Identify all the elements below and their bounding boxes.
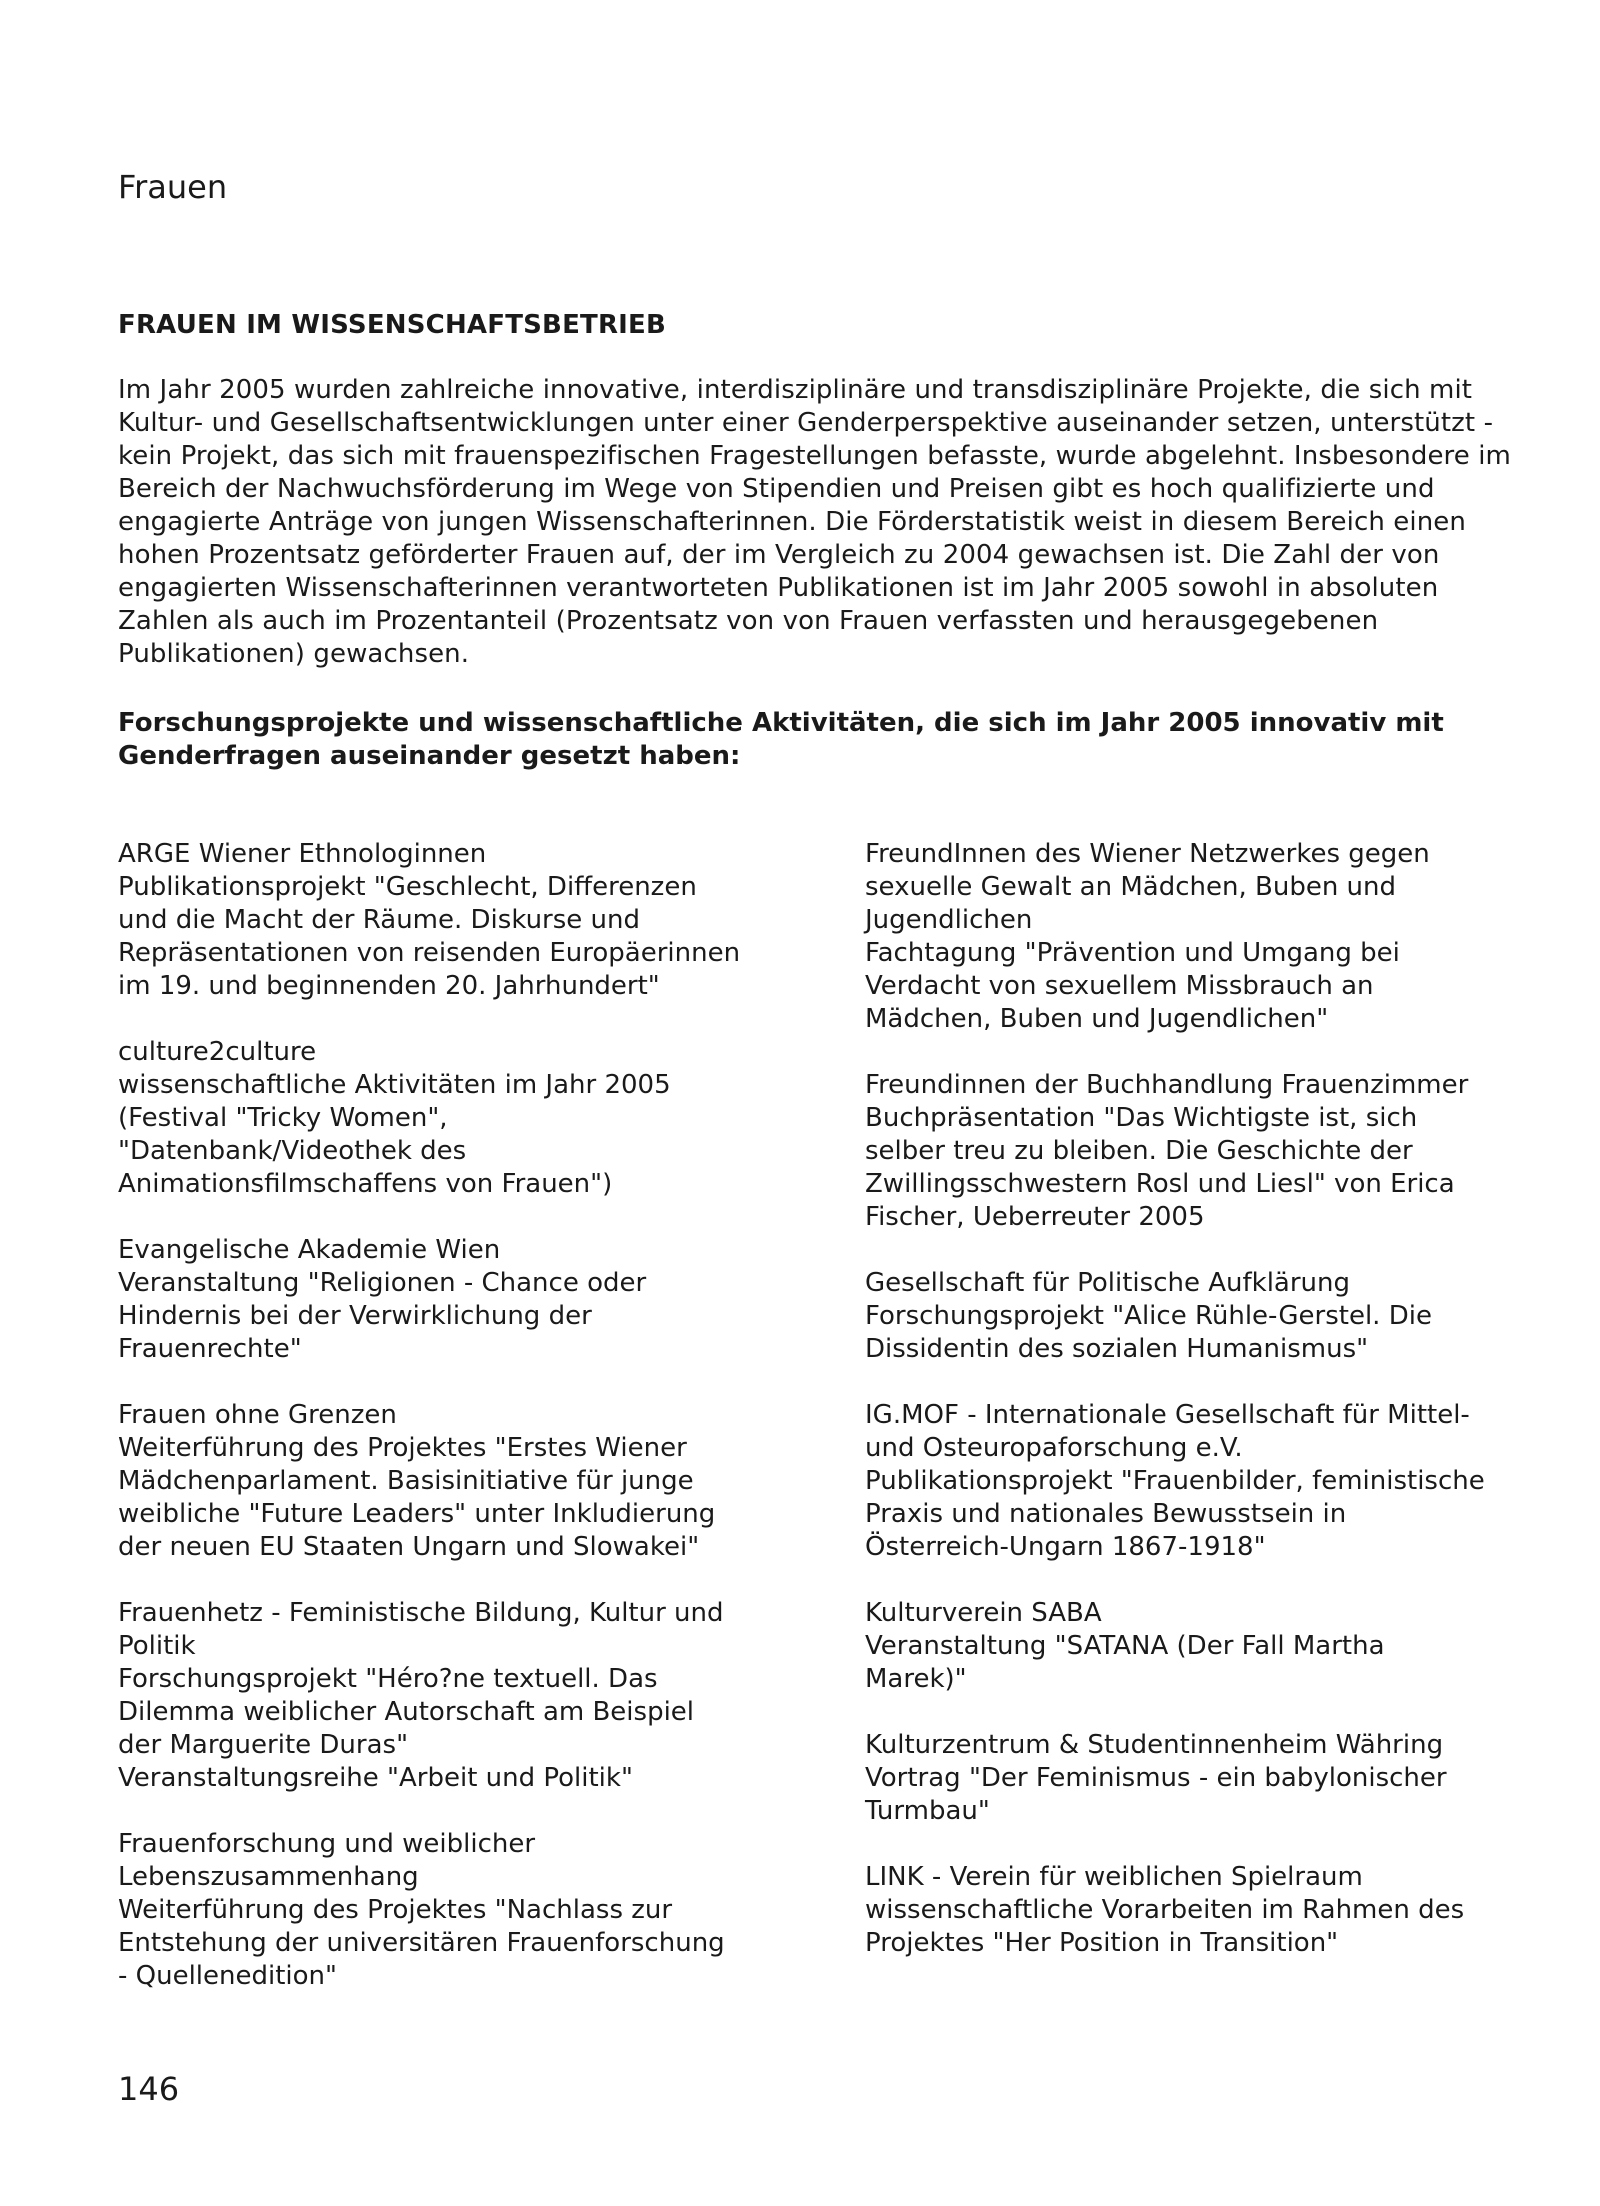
left-column	[118, 838, 818, 2026]
entry-text-line: - Quellenedition"	[118, 1961, 337, 1991]
organization-name: Freundinnen der Buchhandlung Frauenzimmer	[865, 1070, 1469, 1100]
list-item	[865, 1069, 1545, 1234]
entry-text-line: und die Macht der Räume. Diskurse und	[118, 905, 641, 935]
entry-text-line: Veranstaltung "SATANA (Der Fall Martha	[865, 1631, 1385, 1661]
entry-text-line: im 19. und beginnenden 20. Jahrhundert"	[118, 971, 660, 1001]
entry-text-line: Weiterführung des Projektes "Nachlass zur	[118, 1895, 673, 1925]
entry-text-line: (Festival "Tricky Women",	[118, 1103, 448, 1133]
list-item	[118, 1399, 818, 1564]
entry-text-line: wissenschaftliche Vorarbeiten im Rahmen des	[865, 1895, 1465, 1925]
organization-name: LINK - Verein für weiblichen Spielraum	[865, 1862, 1363, 1892]
entry-text-line: Buchpräsentation "Das Wichtigste ist, sich	[865, 1103, 1418, 1133]
entry-text-line: weibliche "Future Leaders" unter Inkludierung	[118, 1499, 716, 1529]
entry-text-line: Praxis und nationales Bewusstsein in	[865, 1499, 1347, 1529]
entry-text-line: der Marguerite Duras"	[118, 1730, 409, 1760]
list-item	[865, 1267, 1545, 1366]
list-item	[865, 1861, 1545, 1960]
organization-name: Gesellschaft für Politische Aufklärung	[865, 1268, 1351, 1298]
intro-paragraph: Im Jahr 2005 wurden zahlreiche innovative, interdisziplinäre und transdisziplinäre Projekte, die sich mit Kultur- und Gesellschaftsentwicklungen unter einer Genderperspektive auseinander setzen, unterstützt - kein Projekt, das sich mit frauenspezifischen Fragestellungen befasste, wurde abgelehnt. Insbesondere im Bereich der Nachwuchsförderung im Wege von Stipendien und Preisen gibt es hoch qualifizierte und engagierte Anträge von jungen Wissenschafterinnen. Die Förderstatistik weist in diesem Bereich einen hohen Prozentsatz geförderter Frauen auf, der im Vergleich zu 2004 gewachsen ist. Die Zahl der von engagierten Wissenschafterinnen verantworteten Publikationen ist im Jahr 2005 sowohl in absoluten Zahlen als auch im Prozentanteil (Prozentsatz von von Frauen verfassten und herausgegebenen Publikationen) gewachsen.	[118, 375, 1511, 669]
entry-text-line: Forschungsprojekt "Héro?ne textuell. Das	[118, 1664, 658, 1694]
entry-text-line: selber treu zu bleiben. Die Geschichte der	[865, 1136, 1413, 1166]
list-item	[865, 1399, 1545, 1564]
entry-text-line: Dilemma weiblicher Autorschaft am Beispiel	[118, 1697, 695, 1727]
organization-name: Frauenforschung und weiblicher	[118, 1829, 536, 1859]
entry-text-line: Repräsentationen von reisenden Europäerinnen	[118, 938, 741, 968]
entry-text-line: "Datenbank/Videothek des	[118, 1136, 467, 1166]
organization-name: Frauen ohne Grenzen	[118, 1400, 397, 1430]
organization-name: Kulturverein SABA	[865, 1598, 1102, 1628]
entry-text-line: wissenschaftliche Aktivitäten im Jahr 2005	[118, 1070, 671, 1100]
section-title: FRAUEN IM WISSENSCHAFTSBETRIEB	[118, 310, 667, 340]
entry-text-line: und Osteuropaforschung e.V.	[865, 1433, 1243, 1463]
entry-text-line: Mädchen, Buben und Jugendlichen"	[865, 1004, 1329, 1034]
page-number: 146	[118, 2070, 180, 2108]
list-heading: Forschungsprojekte und wissenschaftliche Aktivitäten, die sich im Jahr 2005 innovativ mit Genderfragen auseinander gesetzt haben:	[118, 708, 1444, 771]
entry-text-line: Fischer, Ueberreuter 2005	[865, 1202, 1205, 1232]
list-item	[865, 1597, 1545, 1696]
organization-name: IG.MOF - Internationale Gesellschaft für Mittel-	[865, 1400, 1470, 1430]
list-item	[118, 1597, 818, 1795]
entry-text-line: Entstehung der universitären Frauenforschung	[118, 1928, 725, 1958]
entry-text-line: Fachtagung "Prävention und Umgang bei	[865, 938, 1400, 968]
entry-text-line: Politik	[118, 1631, 196, 1661]
list-item	[865, 1729, 1545, 1828]
list-item	[118, 1036, 818, 1201]
entry-text-line: der neuen EU Staaten Ungarn und Slowakei"	[118, 1532, 700, 1562]
list-item	[865, 838, 1545, 1036]
entry-text-line: Forschungsprojekt "Alice Rühle-Gerstel. Die	[865, 1301, 1432, 1331]
organization-name: culture2culture	[118, 1037, 317, 1067]
right-column	[865, 838, 1545, 1993]
entry-text-line: Zwillingsschwestern Rosl und Liesl" von Erica	[865, 1169, 1455, 1199]
entry-text-line: sexuelle Gewalt an Mädchen, Buben und	[865, 872, 1397, 902]
entry-text-line: Frauenrechte"	[118, 1334, 302, 1364]
entry-text-line: Vortrag "Der Feminismus - ein babylonischer	[865, 1763, 1447, 1793]
organization-name: Evangelische Akademie Wien	[118, 1235, 501, 1265]
running-head: Frauen	[118, 168, 228, 206]
organization-name: ARGE Wiener Ethnologinnen	[118, 839, 487, 869]
entry-text-line: Verdacht von sexuellem Missbrauch an	[865, 971, 1374, 1001]
list-item	[118, 838, 818, 1003]
entry-text-line: Österreich-Ungarn 1867-1918"	[865, 1532, 1266, 1562]
entry-text-line: Lebenszusammenhang	[118, 1862, 419, 1892]
entry-text-line: Weiterführung des Projektes "Erstes Wiener	[118, 1433, 687, 1463]
organization-name: Kulturzentrum & Studentinnenheim Währing	[865, 1730, 1444, 1760]
entry-text-line: Veranstaltungsreihe "Arbeit und Politik"	[118, 1763, 633, 1793]
entry-text-line: Marek)"	[865, 1664, 967, 1694]
entry-text-line: Projektes "Her Position in Transition"	[865, 1928, 1339, 1958]
organization-name: FreundInnen des Wiener Netzwerkes gegen	[865, 839, 1430, 869]
entry-text-line: Dissidentin des sozialen Humanismus"	[865, 1334, 1369, 1364]
organization-name: Frauenhetz - Feministische Bildung, Kultur und	[118, 1598, 724, 1628]
entry-text-line: Veranstaltung "Religionen - Chance oder	[118, 1268, 647, 1298]
list-item	[118, 1828, 818, 1993]
entry-text-line: Mädchenparlament. Basisinitiative für junge	[118, 1466, 694, 1496]
entry-text-line: Hindernis bei der Verwirklichung der	[118, 1301, 592, 1331]
entry-text-line: Publikationsprojekt "Geschlecht, Differenzen	[118, 872, 697, 902]
entry-text-line: Publikationsprojekt "Frauenbilder, feministische	[865, 1466, 1485, 1496]
entry-text-line: Jugendlichen	[865, 905, 1033, 935]
entry-text-line: Turmbau"	[865, 1796, 990, 1826]
list-item	[118, 1234, 818, 1366]
entry-text-line: Animationsfilmschaffens von Frauen")	[118, 1169, 613, 1199]
